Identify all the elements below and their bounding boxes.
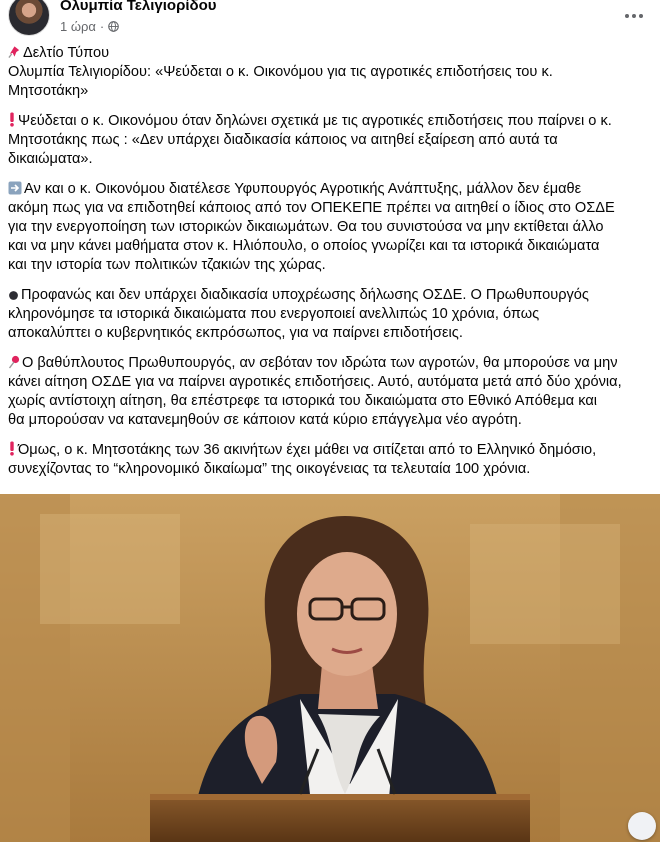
paragraph-line: Όμως, ο κ. Μητσοτάκης των 36 ακινήτων έχει μάθει να σιτίζεται από το Ελληνικό δημόσιο, <box>18 442 597 458</box>
meta-separator: · <box>99 19 105 34</box>
paragraph-line: κληρονόμησε τα ιστορικά δικαιώματα που ενεργοποιεί ανελλιπώς 10 χρόνια, όπως <box>8 306 540 322</box>
paragraph-line: Ψεύδεται ο κ. Οικονόμου όταν δηλώνει σχετικά με τις αγροτικές επιδοτήσεις που παίρνει ο κ. <box>18 113 612 129</box>
paragraph-line: κάνει αίτηση ΟΣΔΕ για να παίρνει αγροτικές επιδοτήσεις. Αυτό, αυτόματα μετά από δύο χρόνια, <box>8 374 622 390</box>
paragraph-line: χωρίς αντίστοιχη αίτηση, θα επέστρεφε τα ιστορικά του δικαιώματα στο Εθνικό Απόθεμα και <box>8 393 598 409</box>
exclamation-icon <box>8 441 16 456</box>
black-circle-icon <box>8 290 19 301</box>
paragraph-line: Ολυμπία Τελιγιορίδου: «Ψεύδεται ο κ. Οικονόμου για τις αγροτικές επιδοτήσεις του κ. <box>8 64 553 80</box>
pushpin-icon <box>8 45 21 59</box>
more-options-icon <box>625 14 629 18</box>
post-body <box>8 44 653 490</box>
paragraph-3 <box>8 286 653 343</box>
paragraph-line: για την ενεργοποίηση των ιστορικών δικαιωμάτων. Θα του συνιστούσα να μην εκτίθεται άλλο <box>8 219 604 235</box>
paragraph-4 <box>8 354 653 430</box>
post-photo[interactable] <box>0 494 660 842</box>
photo-corner-button[interactable] <box>628 812 656 840</box>
paragraph-line: ακόμη πως για να επιδοτηθεί κάποιος από τον ΟΠΕΚΕΠΕ πρέπει να αιτηθεί ο ίδιος στο ΟΣΔΕ <box>8 200 615 216</box>
paragraph-line: Μητσοτάκης πως : «Δεν υπάρχει διαδικασία κάποιος να αιτηθεί εξαίρεση από αυτά τα <box>8 132 558 148</box>
paragraph-line: Αν και ο κ. Οικονόμου διατέλεσε Υφυπουργός Αγροτικής Ανάπτυξης, μάλλον δεν έμαθε <box>24 181 582 197</box>
paragraph-1 <box>8 112 653 169</box>
paragraph-press-release <box>8 44 653 101</box>
paragraph-5 <box>8 441 653 479</box>
paragraph-line: θα μπορούσαν να κατανεμηθούν σε κάποιον κατά κύριο επάγγελμα νέο αγρότη. <box>8 412 522 428</box>
author-avatar[interactable] <box>8 0 50 36</box>
paragraph-line: Δελτίο Τύπου <box>23 45 110 61</box>
paragraph-line: Ο βαθύπλουτος Πρωθυπουργός, αν σεβόταν τον ιδρώτα των αγροτών, θα μπορούσε να μην <box>22 355 618 371</box>
paragraph-line: Μητσοτάκη» <box>8 83 89 99</box>
author-name[interactable]: Ολυμπία Τελιγιορίδου <box>60 0 217 14</box>
paragraph-line: συνεχίζοντας το “κληρονομικό δικαίωμα” της οικογένειας τα τελευταία 100 χρόνια. <box>8 461 531 477</box>
speaker-photo <box>0 494 660 842</box>
right-arrow-icon <box>8 181 22 195</box>
paragraph-line: αποκαλύπτει ο κυβερνητικός εκπρόσωπος, για να παίρνει επιδοτήσεις. <box>8 325 463 341</box>
paragraph-line: δικαιώματα». <box>8 151 93 167</box>
exclamation-icon <box>8 112 16 127</box>
paragraph-line: και την ιστορία των πολιτικών τζακιών της χώρας. <box>8 257 326 273</box>
post-header <box>0 0 660 44</box>
paragraph-2 <box>8 180 653 275</box>
globe-icon <box>108 21 119 32</box>
more-options-button[interactable] <box>620 6 648 26</box>
round-pushpin-icon <box>8 355 20 369</box>
paragraph-line: Προφανώς και δεν υπάρχει διαδικασία υποχρέωσης δήλωσης ΟΣΔΕ. Ο Πρωθυπουργός <box>21 287 589 303</box>
post-time[interactable]: 1 ώρα <box>60 19 96 34</box>
post-meta <box>60 19 119 34</box>
paragraph-line: και να μην κάνει μαθήματα στον κ. Ηλιόπουλο, ο οποίος γνωρίζει και τα ιστορικά δικαιώματα <box>8 238 600 254</box>
